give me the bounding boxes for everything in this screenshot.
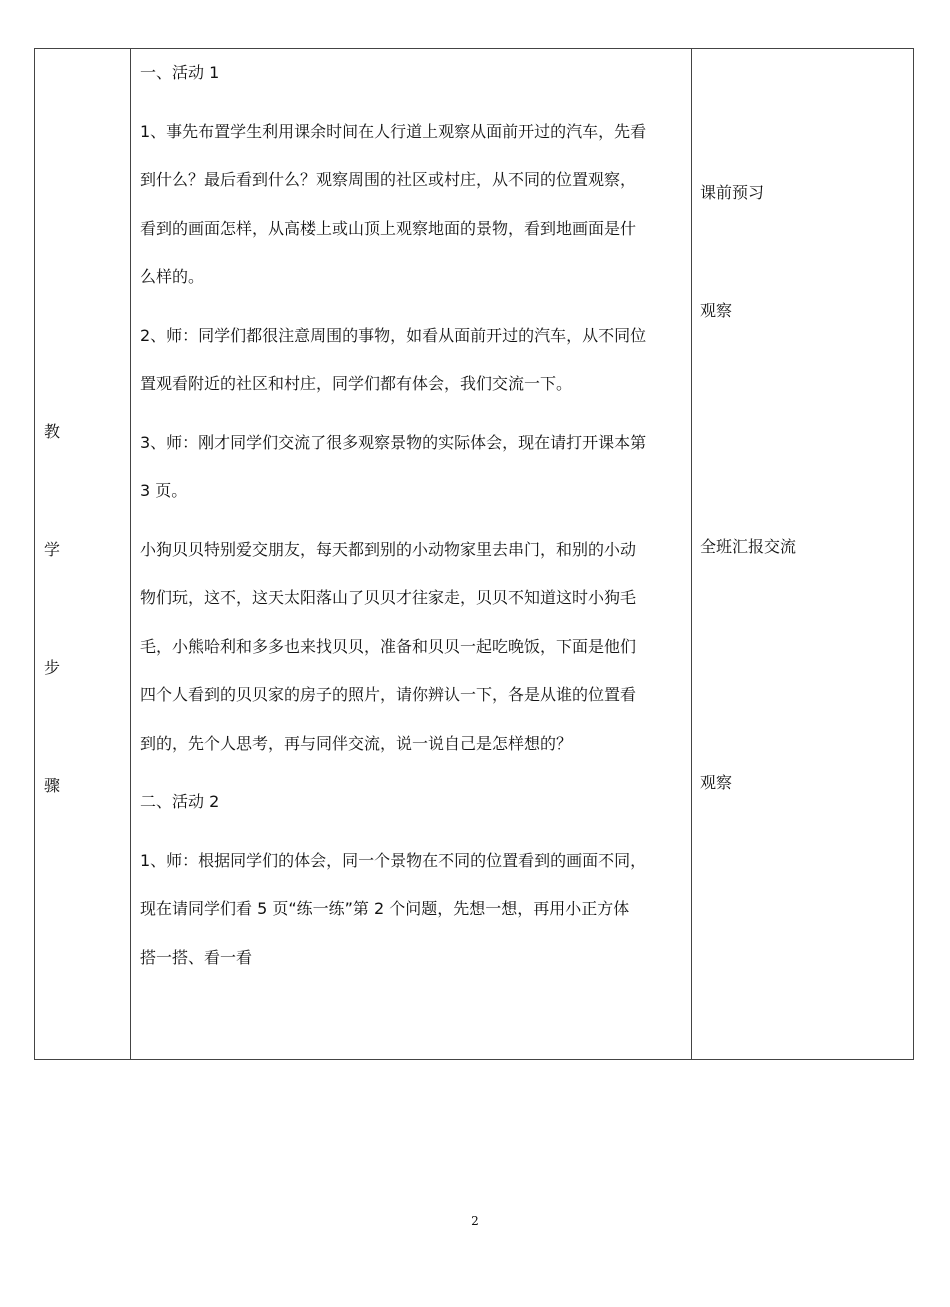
paragraph-line: 1、事先布置学生利用课余时间在人行道上观察从面前开过的汽车，先看	[140, 121, 647, 141]
note-observe: 观察	[700, 301, 733, 320]
teaching-steps-content	[140, 49, 685, 982]
paragraph-line: 么样的。	[140, 267, 205, 286]
activity-1-heading: 一、活动 1	[140, 63, 220, 82]
note-observe: 观察	[700, 773, 733, 792]
paragraph-line: 2、师：同学们都很注意周围的事物，如看从面前开过的汽车，从不同位	[140, 325, 647, 345]
paragraph-line: 置观看附近的社区和村庄，同学们都有体会，我们交流一下。	[140, 374, 573, 393]
note-class-report: 全班汇报交流	[700, 537, 797, 556]
paragraph-line: 1、师：根据同学们的体会，同一个景物在不同的位置看到的画面不同，	[140, 850, 647, 870]
paragraph-line: 物们玩，这不，这天太阳落山了贝贝才往家走，贝贝不知道这时小狗毛	[140, 588, 637, 607]
lesson-table	[34, 48, 914, 1060]
column-divider	[691, 49, 692, 1059]
paragraph-line: 到的，先个人思考，再与同伴交流，说一说自己是怎样想的？	[140, 733, 573, 753]
section-label-char: 学	[44, 540, 61, 559]
paragraph-line: 现在请同学们看 5 页“练一练”第 2 个问题，先想一想，再用小正方体	[140, 899, 630, 918]
paragraph-line: 看到的画面怎样，从高楼上或山顶上观察地面的景物，看到地画面是什	[140, 218, 637, 238]
activity-2-heading: 二、活动 2	[140, 792, 220, 811]
paragraph-line: 毛，小熊哈利和多多也来找贝贝，准备和贝贝一起吃晚饭，下面是他们	[140, 636, 637, 656]
section-label-char: 骤	[44, 776, 61, 795]
paragraph-line: 3 页。	[140, 481, 188, 500]
note-preview: 课前预习	[700, 183, 765, 202]
paragraph-line: 3、师：刚才同学们交流了很多观察景物的实际体会，现在请打开课本第	[140, 432, 647, 452]
paragraph-line: 到什么？最后看到什么？观察周围的社区或村庄，从不同的位置观察，	[140, 170, 637, 189]
section-label-char: 教	[44, 422, 61, 441]
paragraph-line: 小狗贝贝特别爱交朋友，每天都到别的小动物家里去串门，和别的小动	[140, 539, 637, 559]
page-number: 2	[471, 1214, 479, 1228]
paragraph-line: 四个人看到的贝贝家的房子的照片，请你辨认一下，各是从谁的位置看	[140, 685, 637, 704]
paragraph-line: 搭一搭、看一看	[140, 947, 253, 967]
column-divider	[130, 49, 131, 1059]
section-label-char: 步	[44, 658, 61, 677]
